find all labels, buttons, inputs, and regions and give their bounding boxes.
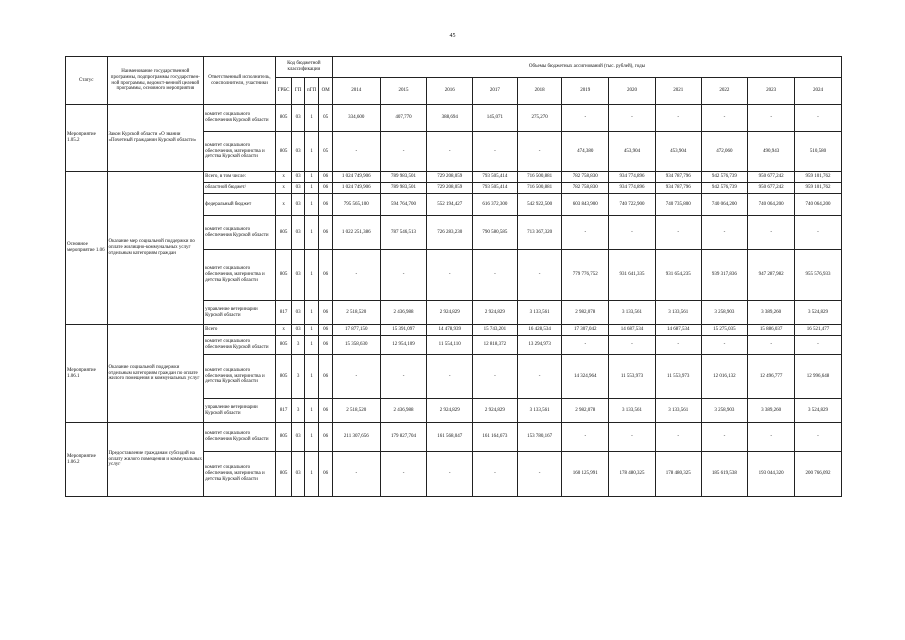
value-cell: 2 982,078 xyxy=(562,301,609,325)
header-volumes: Объемы бюджетных ассигнований (тыс. рублей), годы xyxy=(332,57,841,78)
code-cell-om: 06 xyxy=(319,452,333,497)
executor-cell: комитет социального обеспечения, материнства и детства Курской области xyxy=(204,355,276,399)
value-cell: 3 524,829 xyxy=(795,399,842,423)
code-cell-gp: 03 xyxy=(292,452,304,497)
value-cell: - xyxy=(427,452,473,497)
code-cell-grbs: 805 xyxy=(275,423,292,452)
value-cell: - xyxy=(562,216,609,250)
code-cell-grbs: 805 xyxy=(275,105,292,132)
value-cell: - xyxy=(517,355,562,399)
value-cell: 17 877,150 xyxy=(332,325,380,336)
value-cell: 789 983,501 xyxy=(380,183,427,194)
executor-cell: федеральный бюджет xyxy=(204,194,276,216)
value-cell: - xyxy=(332,250,380,301)
value-cell: - xyxy=(332,132,380,172)
code-cell-om: 06 xyxy=(319,183,333,194)
header-year: 2021 xyxy=(655,78,701,105)
value-cell: 15 743,201 xyxy=(473,325,518,336)
code-cell-gp: 03 xyxy=(292,194,304,216)
value-cell: 713 367,320 xyxy=(517,216,562,250)
value-cell: - xyxy=(517,452,562,497)
header-year: 2014 xyxy=(332,78,380,105)
value-cell: - xyxy=(701,105,748,132)
value-cell: - xyxy=(473,132,518,172)
header-year: 2019 xyxy=(562,78,609,105)
code-cell-grbs: 805 xyxy=(275,336,292,355)
value-cell: - xyxy=(655,423,701,452)
page-number: 45 xyxy=(449,33,456,39)
code-cell-gp: 03 xyxy=(292,216,304,250)
value-cell: 787 546,513 xyxy=(380,216,427,250)
value-cell: - xyxy=(701,336,748,355)
executor-cell: управление ветеринарии Курской области xyxy=(204,399,276,423)
value-cell: 740 064,200 xyxy=(701,194,748,216)
code-cell-pgp: 1 xyxy=(304,216,319,250)
code-cell-gp: 03 xyxy=(292,250,304,301)
code-cell-grbs: x xyxy=(275,172,292,183)
value-cell: - xyxy=(562,105,609,132)
header-code-col: ОМ xyxy=(319,78,333,105)
value-cell: 153 780,167 xyxy=(517,423,562,452)
status-cell: Мероприятие 1.06.2 xyxy=(66,423,108,497)
code-cell-om: 06 xyxy=(319,423,333,452)
value-cell: - xyxy=(380,250,427,301)
value-cell: 3 133,561 xyxy=(609,399,656,423)
value-cell: 211 307,656 xyxy=(332,423,380,452)
value-cell: 161 164,673 xyxy=(473,423,518,452)
value-cell: 793 505,414 xyxy=(473,183,518,194)
value-cell: - xyxy=(701,423,748,452)
code-cell-grbs: 817 xyxy=(275,399,292,423)
value-cell: 959 101,762 xyxy=(795,172,842,183)
value-cell: 2 436,988 xyxy=(380,399,427,423)
value-cell: 490,943 xyxy=(748,132,795,172)
header-executor: Ответственный исполнитель, соисполнители, участники xyxy=(204,57,276,105)
value-cell: - xyxy=(332,452,380,497)
code-cell-om: 06 xyxy=(319,336,333,355)
code-cell-pgp: 1 xyxy=(304,301,319,325)
code-cell-pgp: 1 xyxy=(304,250,319,301)
value-cell: - xyxy=(517,132,562,172)
value-cell: 453,904 xyxy=(655,132,701,172)
header-name: Наименование государственной программы, подпрограммы государствен-ной программы, ведомст-венной целевой программы, основного мероприятия xyxy=(107,57,204,105)
value-cell: 740 064,200 xyxy=(748,194,795,216)
value-cell: 789 983,501 xyxy=(380,172,427,183)
code-cell-pgp: 1 xyxy=(304,132,319,172)
value-cell: 716 500,881 xyxy=(517,172,562,183)
value-cell: 790 580,585 xyxy=(473,216,518,250)
name-cell: Предоставление гражданам субсидий на оплату жилого помещения и коммунальных услуг xyxy=(107,423,204,497)
status-cell: Мероприятие 1.05.2 xyxy=(66,105,108,172)
executor-cell: комитет социального обеспечения Курской области xyxy=(204,216,276,250)
value-cell: - xyxy=(795,105,842,132)
value-cell: 955 576,933 xyxy=(795,250,842,301)
value-cell: 950 677,242 xyxy=(748,172,795,183)
code-cell-grbs: 805 xyxy=(275,452,292,497)
code-cell-grbs: x xyxy=(275,183,292,194)
code-cell-pgp: 1 xyxy=(304,105,319,132)
header-code-col: ГП xyxy=(292,78,304,105)
value-cell: 3 258,903 xyxy=(701,301,748,325)
value-cell: 942 576,739 xyxy=(701,183,748,194)
value-cell: 782 758,830 xyxy=(562,183,609,194)
value-cell: 12 996,648 xyxy=(795,355,842,399)
value-cell: 3 133,561 xyxy=(517,399,562,423)
code-cell-gp: 3 xyxy=(292,399,304,423)
value-cell: - xyxy=(473,355,518,399)
value-cell: 779 776,752 xyxy=(562,250,609,301)
code-cell-pgp: 1 xyxy=(304,399,319,423)
value-cell: 3 133,561 xyxy=(517,301,562,325)
value-cell: 3 258,903 xyxy=(701,399,748,423)
value-cell: 334,600 xyxy=(332,105,380,132)
value-cell: 388,694 xyxy=(427,105,473,132)
value-cell: - xyxy=(427,132,473,172)
value-cell: 472,060 xyxy=(701,132,748,172)
value-cell: 2 924,829 xyxy=(473,399,518,423)
code-cell-pgp: 1 xyxy=(304,183,319,194)
header-code-col: ГРБС xyxy=(275,78,292,105)
value-cell: 17 307,042 xyxy=(562,325,609,336)
value-cell: 453,904 xyxy=(609,132,656,172)
value-cell: - xyxy=(380,355,427,399)
code-cell-om: 06 xyxy=(319,172,333,183)
code-cell-grbs: 805 xyxy=(275,132,292,172)
executor-cell: комитет социального обеспечения, материнства и детства Курской области xyxy=(204,452,276,497)
value-cell: 793 505,414 xyxy=(473,172,518,183)
header-year: 2016 xyxy=(427,78,473,105)
code-cell-om: 06 xyxy=(319,325,333,336)
name-cell: Оказание социальной поддержки отдельным категориям граждан по оплате жилого помещения и коммунальных услуг xyxy=(107,325,204,423)
code-cell-pgp: 1 xyxy=(304,325,319,336)
value-cell: 3 133,561 xyxy=(609,301,656,325)
value-cell: 179 827,704 xyxy=(380,423,427,452)
value-cell: 11 553,973 xyxy=(655,355,701,399)
value-cell: 12 016,132 xyxy=(701,355,748,399)
value-cell: 950 677,242 xyxy=(748,183,795,194)
value-cell: - xyxy=(609,216,656,250)
code-cell-grbs: x xyxy=(275,194,292,216)
code-cell-pgp: 1 xyxy=(304,336,319,355)
value-cell: 3 389,260 xyxy=(748,301,795,325)
value-cell: 510,580 xyxy=(795,132,842,172)
value-cell: 13 294,973 xyxy=(517,336,562,355)
value-cell: 2 518,520 xyxy=(332,399,380,423)
table-row xyxy=(66,423,842,452)
value-cell: - xyxy=(517,250,562,301)
header-year: 2015 xyxy=(380,78,427,105)
value-cell: 3 389,260 xyxy=(748,399,795,423)
value-cell: 11 553,973 xyxy=(609,355,656,399)
value-cell: 934 787,796 xyxy=(655,172,701,183)
value-cell: 14 324,964 xyxy=(562,355,609,399)
executor-cell: комитет социального обеспечения Курской области xyxy=(204,423,276,452)
value-cell: 200 766,092 xyxy=(795,452,842,497)
value-cell: 2 518,520 xyxy=(332,301,380,325)
code-cell-pgp: 1 xyxy=(304,423,319,452)
value-cell: 2 924,829 xyxy=(427,399,473,423)
header-year: 2023 xyxy=(748,78,795,105)
value-cell: - xyxy=(655,216,701,250)
code-cell-pgp: 1 xyxy=(304,172,319,183)
value-cell: 161 568,047 xyxy=(427,423,473,452)
value-cell: 1 024 749,906 xyxy=(332,172,380,183)
value-cell: 12 818,372 xyxy=(473,336,518,355)
code-cell-pgp: 1 xyxy=(304,194,319,216)
value-cell: 407,770 xyxy=(380,105,427,132)
value-cell: 740 735,800 xyxy=(655,194,701,216)
code-cell-gp: 3 xyxy=(292,355,304,399)
code-cell-om: 05 xyxy=(319,105,333,132)
value-cell: 603 843,900 xyxy=(562,194,609,216)
code-cell-om: 06 xyxy=(319,194,333,216)
value-cell: 934 787,796 xyxy=(655,183,701,194)
code-cell-om: 05 xyxy=(319,132,333,172)
code-cell-om: 06 xyxy=(319,399,333,423)
value-cell: 12 496,777 xyxy=(748,355,795,399)
value-cell: 726 283,230 xyxy=(427,216,473,250)
table-row xyxy=(66,325,842,336)
value-cell: 15 886,037 xyxy=(748,325,795,336)
value-cell: - xyxy=(609,423,656,452)
value-cell: - xyxy=(427,250,473,301)
value-cell: 3 524,829 xyxy=(795,301,842,325)
executor-cell: управление ветеринарии Курской области xyxy=(204,301,276,325)
code-cell-gp: 03 xyxy=(292,183,304,194)
value-cell: 716 500,881 xyxy=(517,183,562,194)
code-cell-pgp: 1 xyxy=(304,355,319,399)
value-cell: 160 125,991 xyxy=(562,452,609,497)
value-cell: 2 924,829 xyxy=(473,301,518,325)
code-cell-grbs: 805 xyxy=(275,355,292,399)
value-cell: - xyxy=(562,336,609,355)
value-cell: 782 758,830 xyxy=(562,172,609,183)
code-cell-gp: 03 xyxy=(292,132,304,172)
executor-cell: комитет социального обеспечения Курской области xyxy=(204,336,276,355)
value-cell: 740 064,200 xyxy=(795,194,842,216)
code-cell-gp: 03 xyxy=(292,423,304,452)
budget-table xyxy=(65,56,842,497)
value-cell: 14 478,939 xyxy=(427,325,473,336)
value-cell: - xyxy=(748,423,795,452)
value-cell: 145,071 xyxy=(473,105,518,132)
value-cell: - xyxy=(701,216,748,250)
header-year: 2017 xyxy=(473,78,518,105)
header-status: Статус xyxy=(66,57,108,105)
value-cell: - xyxy=(380,452,427,497)
value-cell: - xyxy=(473,250,518,301)
executor-cell: комитет социального обеспечения, материнства и детства Курской области xyxy=(204,132,276,172)
code-cell-pgp: 1 xyxy=(304,452,319,497)
value-cell: - xyxy=(562,423,609,452)
value-cell: 934 774,896 xyxy=(609,183,656,194)
value-cell: 14 687,534 xyxy=(655,325,701,336)
value-cell: - xyxy=(655,336,701,355)
value-cell: 934 774,896 xyxy=(609,172,656,183)
table-row xyxy=(66,172,842,183)
value-cell: 178 480,325 xyxy=(609,452,656,497)
value-cell: 594 764,700 xyxy=(380,194,427,216)
value-cell: 729 208,059 xyxy=(427,183,473,194)
value-cell: 2 436,988 xyxy=(380,301,427,325)
value-cell: 3 133,561 xyxy=(655,399,701,423)
value-cell: 1 024 749,906 xyxy=(332,183,380,194)
value-cell: 15 275,035 xyxy=(701,325,748,336)
value-cell: - xyxy=(332,355,380,399)
code-cell-grbs: 805 xyxy=(275,216,292,250)
value-cell: 193 044,320 xyxy=(748,452,795,497)
value-cell: - xyxy=(655,105,701,132)
value-cell: 942 576,739 xyxy=(701,172,748,183)
value-cell: 11 554,110 xyxy=(427,336,473,355)
executor-cell: Всего, в том числе: xyxy=(204,172,276,183)
value-cell: 959 101,762 xyxy=(795,183,842,194)
code-cell-om: 06 xyxy=(319,355,333,399)
value-cell: 15 391,097 xyxy=(380,325,427,336)
value-cell: - xyxy=(795,336,842,355)
value-cell: 931 641,335 xyxy=(609,250,656,301)
value-cell: 947 287,982 xyxy=(748,250,795,301)
header-year: 2022 xyxy=(701,78,748,105)
header-year: 2020 xyxy=(609,78,656,105)
value-cell: 939 317,836 xyxy=(701,250,748,301)
executor-cell: комитет социального обеспечения Курской области xyxy=(204,105,276,132)
header-year: 2018 xyxy=(517,78,562,105)
name-cell: Закон Курской области «О звании «Почетный гражданин Курской области» xyxy=(107,105,204,172)
value-cell: 3 133,561 xyxy=(655,301,701,325)
code-cell-om: 06 xyxy=(319,250,333,301)
code-cell-gp: 03 xyxy=(292,172,304,183)
value-cell: 12 954,109 xyxy=(380,336,427,355)
value-cell: 616 372,300 xyxy=(473,194,518,216)
code-cell-grbs: 805 xyxy=(275,250,292,301)
value-cell: - xyxy=(748,336,795,355)
value-cell: - xyxy=(609,105,656,132)
value-cell: - xyxy=(795,423,842,452)
code-cell-gp: 3 xyxy=(292,336,304,355)
value-cell: 795 565,100 xyxy=(332,194,380,216)
value-cell: 15 358,630 xyxy=(332,336,380,355)
value-cell: - xyxy=(609,336,656,355)
executor-cell: Всего xyxy=(204,325,276,336)
executor-cell: комитет социального обеспечения, материнства и детства Курской области xyxy=(204,250,276,301)
value-cell: 2 982,078 xyxy=(562,399,609,423)
value-cell: - xyxy=(748,105,795,132)
value-cell: 16 428,534 xyxy=(517,325,562,336)
header-year: 2024 xyxy=(795,78,842,105)
executor-cell: областной бюджет/ xyxy=(204,183,276,194)
value-cell: 542 922,500 xyxy=(517,194,562,216)
name-cell: Оказание мер социальной поддержки по оплате жилищно-коммунальных услуг отдельным категориям граждан xyxy=(107,172,204,325)
header-budget-code: Код бюджетной классификации xyxy=(275,57,332,78)
code-cell-grbs: x xyxy=(275,325,292,336)
value-cell: 931 654,235 xyxy=(655,250,701,301)
value-cell: 552 194,427 xyxy=(427,194,473,216)
table-row xyxy=(66,105,842,132)
value-cell: - xyxy=(748,216,795,250)
value-cell: 2 924,829 xyxy=(427,301,473,325)
header-code-col: пГП xyxy=(304,78,319,105)
value-cell: - xyxy=(380,132,427,172)
value-cell: 1 022 251,386 xyxy=(332,216,380,250)
value-cell: 185 619,538 xyxy=(701,452,748,497)
value-cell: 275,270 xyxy=(517,105,562,132)
status-cell: Основное мероприятие 1.06 xyxy=(66,172,108,325)
value-cell: 729 208,059 xyxy=(427,172,473,183)
value-cell: - xyxy=(427,355,473,399)
code-cell-om: 06 xyxy=(319,216,333,250)
code-cell-grbs: 817 xyxy=(275,301,292,325)
code-cell-gp: 03 xyxy=(292,325,304,336)
value-cell: 14 687,534 xyxy=(609,325,656,336)
value-cell: - xyxy=(795,216,842,250)
code-cell-om: 06 xyxy=(319,301,333,325)
code-cell-gp: 03 xyxy=(292,105,304,132)
value-cell: 16 521,477 xyxy=(795,325,842,336)
value-cell: 740 722,900 xyxy=(609,194,656,216)
code-cell-gp: 03 xyxy=(292,301,304,325)
value-cell: - xyxy=(473,452,518,497)
value-cell: 474,380 xyxy=(562,132,609,172)
status-cell: Мероприятие 1.06.1 xyxy=(66,325,108,423)
value-cell: 178 480,325 xyxy=(655,452,701,497)
